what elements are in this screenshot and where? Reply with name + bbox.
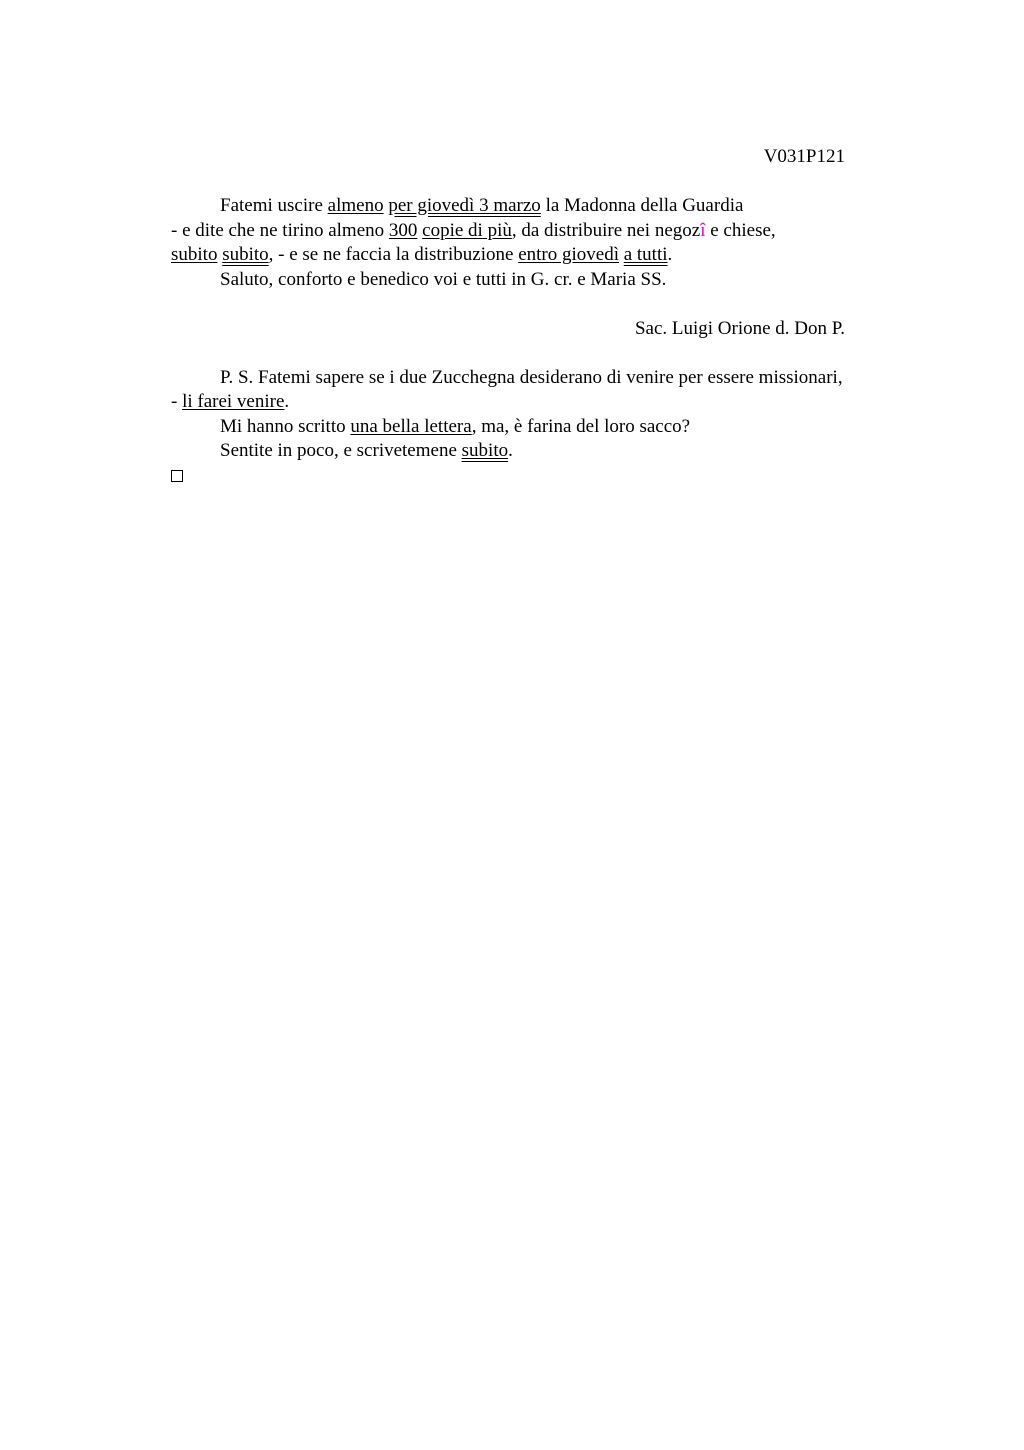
end-box-icon bbox=[171, 470, 183, 482]
spacer bbox=[171, 341, 845, 366]
page-reference bbox=[171, 145, 845, 170]
paragraph-letter-received bbox=[171, 415, 845, 440]
text-run: Fatemi uscire bbox=[220, 195, 328, 216]
double-underlined-text: subito bbox=[222, 244, 269, 265]
underlined-text: copie di più bbox=[422, 219, 512, 241]
double-underlined-text: subito bbox=[461, 440, 509, 461]
double-underlined-text: a tutti bbox=[623, 244, 668, 265]
text-run: e chiese, bbox=[705, 219, 776, 241]
paragraph-greeting: Saluto, conforto e benedico voi e tutti in G. cr. e Maria SS. bbox=[220, 268, 667, 290]
text-run: , ma, è farina del loro sacco? bbox=[471, 415, 691, 437]
text-run: , da distribuire nei negoz bbox=[511, 219, 701, 241]
text-run: Mi hanno scritto bbox=[220, 415, 351, 437]
letter-page bbox=[171, 145, 845, 489]
underlined-text: almeno bbox=[327, 195, 384, 216]
text-run: , - e se ne faccia la distribuzione bbox=[268, 244, 519, 265]
paragraph-closing-request bbox=[171, 439, 845, 464]
underlined-text: subito bbox=[171, 244, 218, 265]
paragraph-request bbox=[171, 194, 845, 268]
highlighted-character: î bbox=[700, 219, 706, 241]
underlined-text: una bella lettera bbox=[350, 415, 472, 437]
text-run: . bbox=[667, 244, 673, 265]
underlined-text: 300 bbox=[388, 219, 418, 241]
text-run: la Madonna della Guardia bbox=[540, 195, 744, 216]
text-run: . bbox=[508, 440, 513, 461]
postscript bbox=[171, 366, 845, 415]
text-run: . bbox=[284, 391, 290, 412]
text-run: - bbox=[171, 391, 183, 412]
text-run: P. S. Fatemi sapere se i due Zucchegna desiderano di venire per essere missionari, bbox=[220, 366, 843, 388]
end-marker-row bbox=[171, 464, 845, 490]
signature: Sac. Luigi Orione d. Don P. bbox=[634, 317, 845, 339]
underlined-text: entro giovedì bbox=[518, 244, 619, 265]
text-run: Sentite in poco, e scrivetemene bbox=[220, 440, 462, 461]
reference-code: V031P121 bbox=[763, 146, 845, 167]
text-run: - e dite che ne tirino almeno bbox=[171, 219, 389, 241]
spacer bbox=[171, 292, 845, 317]
double-underlined-text: per giovedì 3 marzo bbox=[388, 195, 541, 216]
underlined-text: li farei venire bbox=[182, 391, 285, 412]
spacer bbox=[171, 170, 845, 195]
